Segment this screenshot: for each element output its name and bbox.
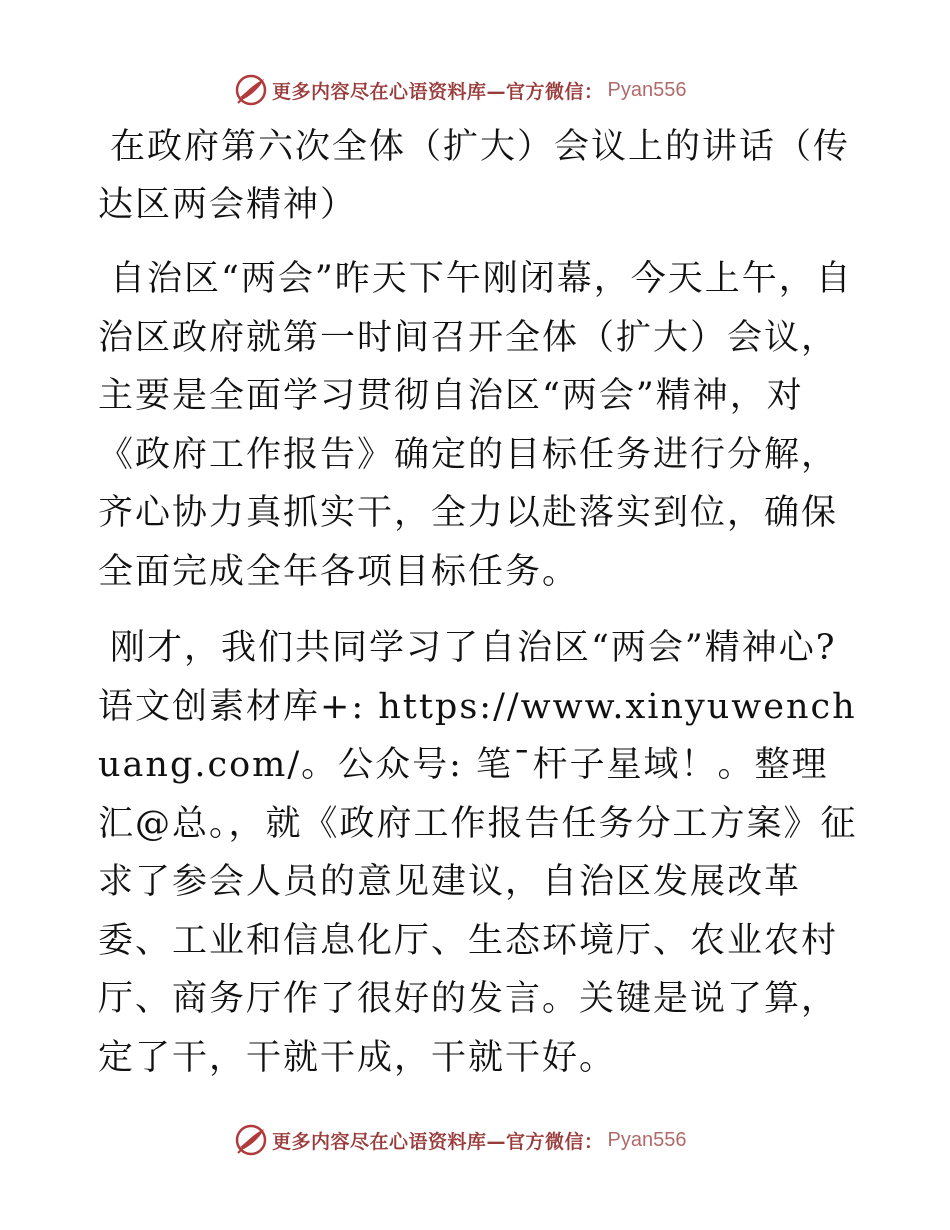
paragraph-2: 刚才，我们共同学习了自治区“两会”精神心?语文创素材库+: https://www.xinyuwenchuang.com/。公众号: 笔¯杆子星域！。整理汇@总。，就《政府工作报告任务分工方案》征求了参会人员的意见建议，自治区发展改革委、工业和信息化厅、生态环境厅、农业农村厅、商务厅作了很好的发言。关键是说了算，定了干，干就干成，干就干好。 bbox=[98, 628, 858, 1078]
banner-wechat-id: Pyan556 bbox=[607, 78, 687, 101]
banner-text: 更多内容尽在心语资料库—官方微信： bbox=[272, 1130, 604, 1153]
header-watermark-banner bbox=[234, 72, 686, 108]
banner-text: 更多内容尽在心语资料库—官方微信： bbox=[272, 80, 604, 103]
footer-watermark-banner bbox=[234, 1122, 686, 1158]
paragraph-1: 自治区“两会”昨天下午刚闭幕，今天上午，自治区政府就第一时间召开全体（扩大）会议，主要是全面学习贯彻自治区“两会”精神，对《政府工作报告》确定的目标任务进行分解，齐心协力真抓实干，全力以赴落实到位，确保全面完成全年各项目标任务。 bbox=[98, 259, 853, 592]
feather-quill-logo-icon bbox=[234, 1123, 268, 1157]
feather-quill-logo-icon bbox=[234, 73, 268, 107]
banner-wechat-id: Pyan556 bbox=[607, 1128, 687, 1151]
document-title: 在政府第六次全体（扩大）会议上的讲话（传达区两会精神） bbox=[98, 127, 851, 225]
document-body bbox=[98, 118, 858, 1105]
